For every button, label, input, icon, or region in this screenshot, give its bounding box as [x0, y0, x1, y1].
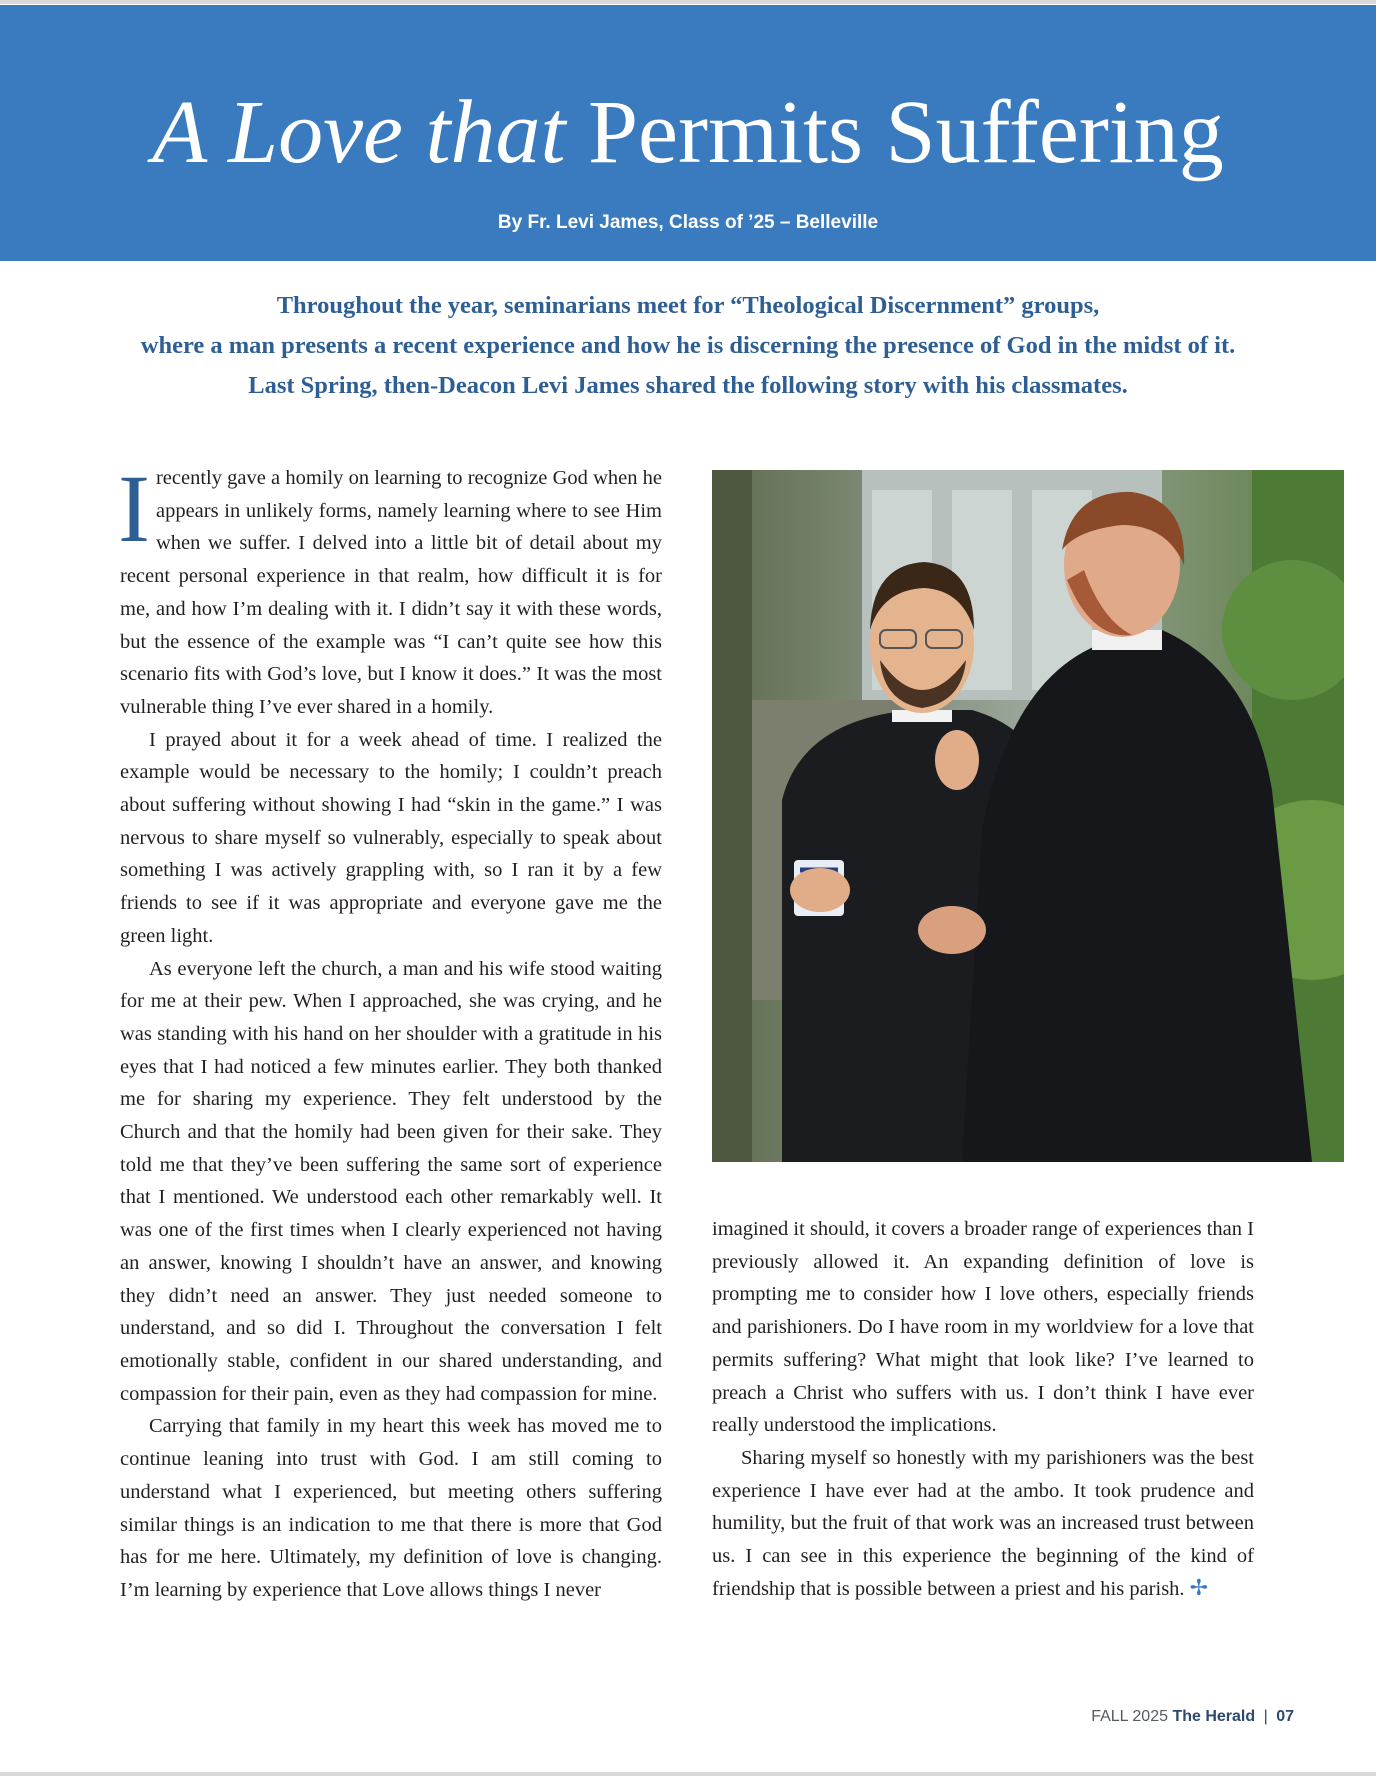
bottom-rule: [0, 1772, 1376, 1776]
article-paragraph: I prayed about it for a week ahead of time. I realized the example would be necessary to the homily; I couldn’t preach about suffering without showing I had “skin in the game.” I was nervous to share myself so vulnerably, especially to speak about something I was actively grappling with, so I ran it by a few friends to see if it was appropriate and everyone gave me the green light.: [120, 728, 662, 947]
intro-standfirst: [60, 286, 1316, 406]
article-column-left: [118, 455, 662, 1607]
page-footer: [1091, 1708, 1294, 1726]
article-column-right: [712, 1213, 1254, 1605]
article-paragraph: [712, 1442, 1254, 1606]
paragraph-text: recently gave a homily on learning to recognize God when he appears in unlikely forms, namely learning where to see Him when we suffer. I delved into a little bit of detail about my recent personal experience in that realm, how difficult it is for me, and how I’m dealing with it. I didn’t say it with these words, but the essence of the example was “I can’t quite see how this scenario fits with God’s love, but I know it does.” It was the most vulnerable thing I’ve ever shared in a homily.: [120, 467, 662, 718]
intro-line: Throughout the year, seminarians meet for “Theological Discernment” groups,: [276, 292, 1100, 319]
drop-cap: I: [118, 455, 150, 562]
title-roman: Permits Suffering: [588, 83, 1224, 182]
photo-illustration: [712, 470, 1344, 1162]
article-paragraph: As everyone left the church, a man and his wife stood waiting for me at their pew. When I approached, she was crying, and he was standing with his hand on her shoulder with a gratitude in his eyes that I had noticed a few minutes earlier. They both thanked me for sharing my experience. They felt understood by the Church and that the homily had been given for their sake. They told me that they’ve been suffering the same sort of experience that I mentioned. We understood each other remarkably well. It was one of the first times when I clearly experienced not having an answer, knowing I shouldn’t have an answer, and knowing they didn’t need an answer. They just needed someone to understand, and so did I. Throughout the conversation I felt emotionally stable, confident in our shared understanding, and compassion for their pain, even as they had compassion for mine.: [120, 957, 662, 1405]
page-title: [0, 83, 1376, 183]
title-italic: A Love that: [152, 83, 566, 182]
page-number: 07: [1276, 1708, 1294, 1725]
article-paragraph: Carrying that family in my heart this week has moved me to continue leaning into trust with God. I am still coming to understand what I experienced, but meeting others suffering similar things is an indication to me that there is more that God has for me here. Ultimately, my definition of love is changing. I’m learning by experience that Love allows things I never: [120, 1415, 662, 1601]
top-rule: [0, 0, 1376, 4]
end-cross-icon: ✢: [1189, 1575, 1209, 1601]
footer-publication: The Herald: [1172, 1708, 1256, 1725]
article-paragraph: imagined it should, it covers a broader range of experiences than I previously allowed it. An expanding definition of love is prompting me to consider how I love others, especially friends and parishioners. Do I have room in my worldview for a love that permits suffering? What might that look like? I’ve learned to preach a Christ who suffers with us. I don’t think I have ever really understood the implications.: [712, 1218, 1254, 1437]
paragraph-text: Sharing myself so honestly with my parishioners was the best experience I have ever had at the ambo. It took prudence and humility, but the fruit of that work was an increased trust between us. I can see in this experience the beginning of the kind of friendship that is possible between a priest and his parish.: [712, 1446, 1254, 1600]
footer-season: FALL 2025: [1091, 1708, 1168, 1725]
title-banner: [0, 5, 1376, 261]
byline: By Fr. Levi James, Class of ’25 – Belleville: [497, 212, 879, 233]
photo-two-priests: [712, 470, 1344, 1162]
article-paragraph: [118, 455, 662, 724]
intro-line: Last Spring, then-Deacon Levi James shared the following story with his classmates.: [248, 372, 1128, 399]
footer-separator: |: [1263, 1708, 1268, 1725]
intro-line: where a man presents a recent experience and how he is discerning the presence of God in the midst of it.: [140, 332, 1236, 359]
